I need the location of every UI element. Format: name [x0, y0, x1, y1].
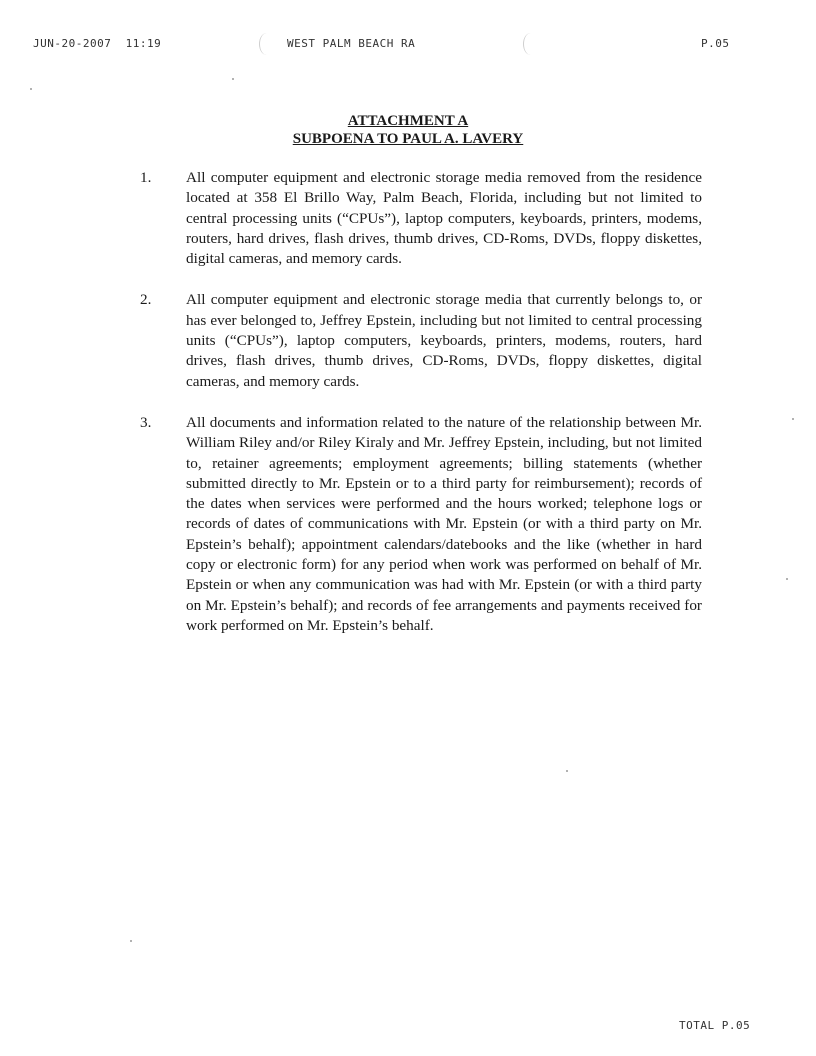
title-attachment: ATTACHMENT A — [347, 113, 469, 129]
fax-total-pages: TOTAL P.05 — [679, 1019, 751, 1032]
item-number: 2. — [140, 291, 152, 309]
document-title — [0, 112, 816, 148]
scan-speck — [130, 940, 132, 942]
scan-speck — [232, 78, 234, 80]
fax-sender: WEST PALM BEACH RA — [287, 37, 416, 50]
item-list — [0, 168, 816, 657]
item-text: All computer equipment and electronic storage media that currently belongs to, or has ever belonged to, Jeffrey Epstein, including but not limited to central processing units (“CPUs”), laptop computers, keyboards, printers, modems, routers, hard drives, flash drives, thumb drives, CD-Roms, DVDs, floppy diskettes, digital cameras, and memory cards. — [186, 291, 702, 390]
fax-date-time: JUN-20-2007 11:19 — [33, 37, 162, 50]
scan-speck — [792, 418, 794, 420]
item-number: 1. — [140, 169, 152, 186]
scan-speck — [566, 770, 568, 772]
title-subpoena: SUBPOENA TO PAUL A. LAVERY — [292, 131, 524, 147]
scan-speck — [30, 88, 32, 90]
item-number: 3. — [140, 413, 152, 431]
fax-page-number: P.05 — [701, 37, 730, 50]
fax-artifact-mark — [259, 33, 274, 55]
list-item — [0, 290, 816, 391]
list-item — [0, 168, 816, 269]
fax-header — [0, 37, 816, 53]
item-text: All documents and information related to the nature of the relationship between Mr. William Riley and/or Riley Kiraly and Mr. Jeffrey Epstein, including, but not limited to, retainer agreements; employment agreements; billing statements (whether submitted directly to Mr. Epstein or to a third party for reimbursement); records of the dates when services were performed and the hours worked; telephone logs or records of dates of communications with Mr. Epstein (or with a third party on Mr. Epstein’s behalf); appointment calendars/datebooks and the like (whether in hard copy or electronic form) for any period when work was performed on behalf of Mr. Epstein or when any communication was had with Mr. Epstein (or with a third party on Mr. Epstein’s behalf); and records of fee arrangements and payments received for work performed on Mr. Epstein’s behalf. — [186, 413, 702, 634]
item-text: All computer equipment and electronic storage media removed from the residence located at 358 El Brillo Way, Palm Beach, Florida, including but not limited to central processing units (“CPUs”), laptop computers, keyboards, printers, modems, routers, hard drives, flash drives, thumb drives, CD-Roms, DVDs, floppy diskettes, digital cameras, and memory cards. — [186, 169, 702, 268]
scan-speck — [786, 578, 788, 580]
list-item — [0, 413, 816, 636]
fax-artifact-mark — [523, 33, 538, 55]
